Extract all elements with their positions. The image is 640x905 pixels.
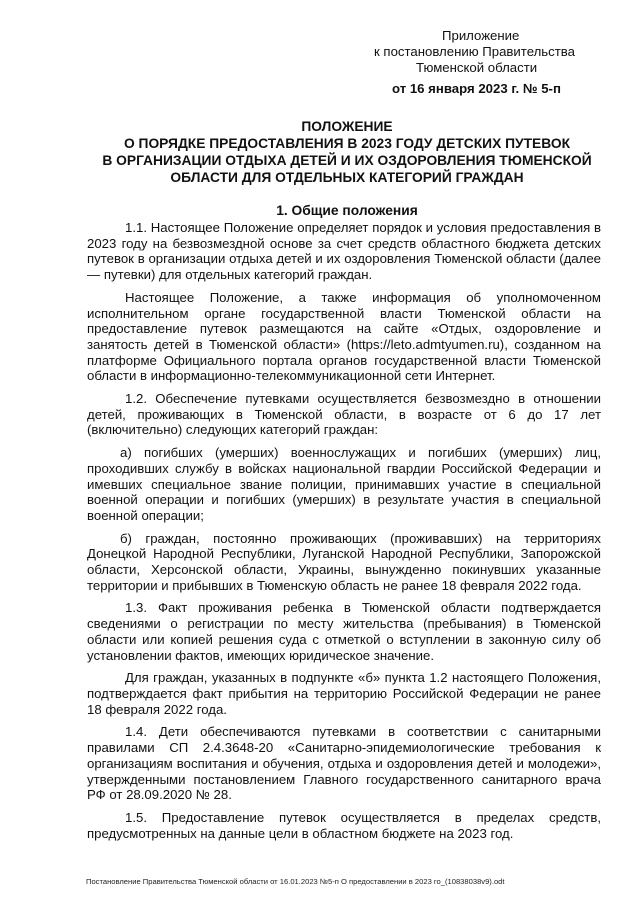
appendix-region: Тюменской области — [416, 60, 538, 75]
file-footer: Постановление Правительства Тюменской области от 16.01.2023 №5-п О предоставлении в 2023 го_(10838038v9).odt — [86, 877, 505, 886]
paragraph-1-5: 1.5. Предоставление путевок осуществляется в пределах средств, предусмотренных на данные цели в областном бюджете на 2023 год. — [87, 809, 601, 841]
appendix-date: от 16 января 2023 г. № 5-п — [392, 81, 561, 96]
title-line-1: ПОЛОЖЕНИЕ — [301, 119, 393, 134]
paragraph-1-4: 1.4. Дети обеспечиваются путевками в соответствии с санитарными правилами СП 2.4.3648-20 «Санитарно-эпидемиологические требования к организациям воспитания и обучения, отдыха и оздоровления детей и молодежи», утвержденными постановлением Главного государственного санитарного врача РФ от 28.09.2020 № 28. — [87, 724, 601, 803]
appendix-decree: к постановлению Правительства — [374, 44, 575, 59]
paragraph-1-1: 1.1. Настоящее Положение определяет порядок и условия предоставления в 2023 году на безвозмездной основе за счет средств областного бюджета детских путевок в организации отдыха детей и их оздоровления Тюменской области (далее — путевки) для отдельных категорий граждан. — [87, 220, 601, 283]
section-heading: 1. Общие положения — [276, 203, 418, 218]
paragraph-1-3: 1.3. Факт проживания ребенка в Тюменской области подтверждается сведениями о регистрации по месту жительства (пребывания) в Тюменской области или копией решения суда с отметкой о вступлении в законную силу об установлении фактов, имеющих юридическое значение. — [87, 600, 601, 663]
appendix-header — [350, 28, 620, 97]
document-title — [84, 118, 610, 186]
paragraph-1-2-a: а) погибших (умерших) военнослужащих и погибших (умерших) лиц, проходивших службу в войсках национальной гвардии Российской Федерации и имевших специальное звание полиции, принимавших участие в специальной военной операции и погибших (умерших) в результате участия в специальной военной операции; — [87, 445, 601, 523]
appendix-label: Приложение — [442, 28, 520, 43]
paragraph-1-2-b: б) граждан, постоянно проживающих (проживавших) на территориях Донецкой Народной Республики, Луганской Народной Республики, Запорожской области, Херсонской области, Украины, вынужденно покинувших указанные территории и прибывших в Тюменскую область не ранее 18 февраля 2022 года. — [87, 530, 601, 593]
paragraph-1-1-website: Настоящее Положение, а также информация об уполномоченном исполнительном органе государственной власти Тюменской области на предоставление путевок размещаются на сайте «Отдых, оздоровление и занятость детей в Тюменской области» (https://leto.admtyumen.ru), созданном на платформе Официального портала органов государственной власти Тюменской области в информационно-телекоммуникационной сети Интернет. — [87, 289, 601, 384]
title-line-4: ОБЛАСТИ ДЛЯ ОТДЕЛЬНЫХ КАТЕГОРИЙ ГРАЖДАН — [170, 170, 524, 185]
paragraph-1-2: 1.2. Обеспечение путевками осуществляется безвозмездно в отношении детей, проживающих в Тюменской области, в возрасте от 6 до 17 лет (включительно) следующих категорий граждан: — [87, 391, 601, 438]
title-line-3: В ОРГАНИЗАЦИИ ОТДЫХА ДЕТЕЙ И ИХ ОЗДОРОВЛЕНИЯ ТЮМЕНСКОЙ — [102, 153, 592, 168]
title-line-2: О ПОРЯДКЕ ПРЕДОСТАВЛЕНИЯ В 2023 ГОДУ ДЕТСКИХ ПУТЕВОК — [123, 136, 571, 151]
document-body — [87, 220, 601, 848]
paragraph-1-3-note: Для граждан, указанных в подпункте «б» пункта 1.2 настоящего Положения, подтверждается факт прибытия на территорию Российской Федерации не ранее 18 февраля 2022 года. — [87, 670, 601, 717]
